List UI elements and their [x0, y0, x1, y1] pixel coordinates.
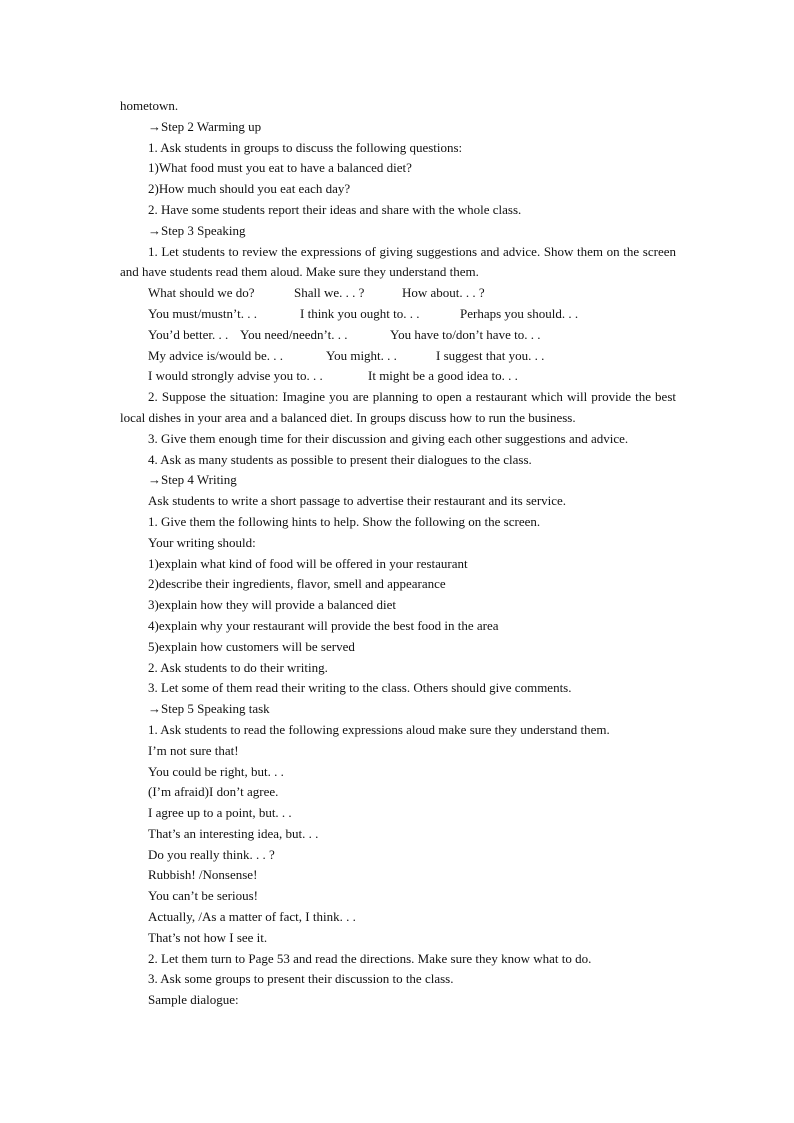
step-heading: →Step 4 Writing [148, 472, 237, 488]
list-item: 1)explain what kind of food will be offered in your restaurant [148, 555, 468, 571]
expression: How about. . . ? [402, 285, 485, 301]
list-item: 2)How much should you eat each day? [148, 181, 351, 197]
expression: I think you ought to. . . [300, 305, 420, 321]
paragraph-line: 1. Ask students to read the following expressions aloud make sure they understand them. [148, 721, 610, 737]
expression-line: That’s an interesting idea, but. . . [148, 825, 319, 841]
expression: I would strongly advise you to. . . [148, 368, 323, 384]
paragraph-line: 1. Give them the following hints to help. Show the following on the screen. [148, 513, 541, 529]
expression: It might be a good idea to. . . [368, 368, 518, 384]
expression: You might. . . [326, 347, 397, 363]
expression-row [120, 325, 676, 346]
expression-line: You could be right, but. . . [148, 763, 284, 779]
paragraph-line: Your writing should: [148, 534, 256, 550]
expression-row [120, 366, 676, 387]
expression-line: I’m not sure that! [148, 742, 239, 758]
expression: Perhaps you should. . . [460, 305, 579, 321]
paragraph-line: 3. Give them enough time for their discussion and giving each other suggestions and advice. [148, 430, 629, 446]
lesson-plan-text [120, 96, 676, 1011]
expression-row [120, 304, 676, 325]
expression: You have to/don’t have to. . . [390, 326, 541, 342]
expression: You need/needn’t. . . [240, 326, 348, 342]
expression-line: Do you really think. . . ? [148, 846, 275, 862]
expression: What should we do? [148, 285, 255, 301]
expression: You’d better. . . [148, 326, 229, 342]
expression-line: I agree up to a point, but. . . [148, 805, 292, 821]
expression-line: (I’m afraid)I don’t agree. [148, 784, 279, 800]
expression: Shall we. . . ? [294, 285, 365, 301]
list-item: 4)explain why your restaurant will provide the best food in the area [148, 617, 499, 633]
paragraph-line: 2. Ask students to do their writing. [148, 659, 328, 675]
paragraph: 1. Let students to review the expressions of giving suggestions and advice. Show them on the screen and have students read them aloud. Make sure they understand them. [120, 243, 676, 280]
paragraph-line: 1. Ask students in groups to discuss the following questions: [148, 139, 463, 155]
step-heading: →Step 5 Speaking task [148, 701, 270, 717]
expression-row [120, 346, 676, 367]
paragraph-line: Ask students to write a short passage to advertise their restaurant and its service. [148, 493, 567, 509]
list-item: 3)explain how they will provide a balanced diet [148, 597, 397, 613]
expression: You must/mustn’t. . . [148, 305, 257, 321]
paragraph-line: 4. Ask as many students as possible to present their dialogues to the class. [148, 451, 532, 467]
expression: My advice is/would be. . . [148, 347, 284, 363]
paragraph-line: 2. Have some students report their ideas and share with the whole class. [148, 201, 522, 217]
paragraph-line: 3. Let some of them read their writing to the class. Others should give comments. [148, 680, 572, 696]
expression-line: Rubbish! /Nonsense! [148, 867, 258, 883]
list-item: 5)explain how customers will be served [148, 638, 355, 654]
expression-line: You can’t be serious! [148, 888, 259, 904]
paragraph-line: 3. Ask some groups to present their discussion to the class. [148, 971, 454, 987]
paragraph-line: Sample dialogue: [148, 992, 239, 1008]
expression: I suggest that you. . . [436, 347, 545, 363]
paragraph-line: hometown. [120, 98, 179, 113]
paragraph: 2. Suppose the situation: Imagine you are planning to open a restaurant which will provide the best local dishes in your area and a balanced diet. In groups discuss how to run the business. [120, 389, 676, 425]
list-item: 1)What food must you eat to have a balanced diet? [148, 160, 412, 176]
step-heading: →Step 2 Warming up [148, 118, 262, 134]
paragraph-line: 2. Let them turn to Page 53 and read the directions. Make sure they know what to do. [148, 950, 592, 966]
step-heading: →Step 3 Speaking [148, 222, 246, 238]
expression-line: Actually, /As a matter of fact, I think. . . [148, 909, 356, 925]
expression-row [120, 283, 676, 304]
expression-line: That’s not how I see it. [148, 929, 268, 945]
list-item: 2)describe their ingredients, flavor, smell and appearance [148, 576, 446, 592]
